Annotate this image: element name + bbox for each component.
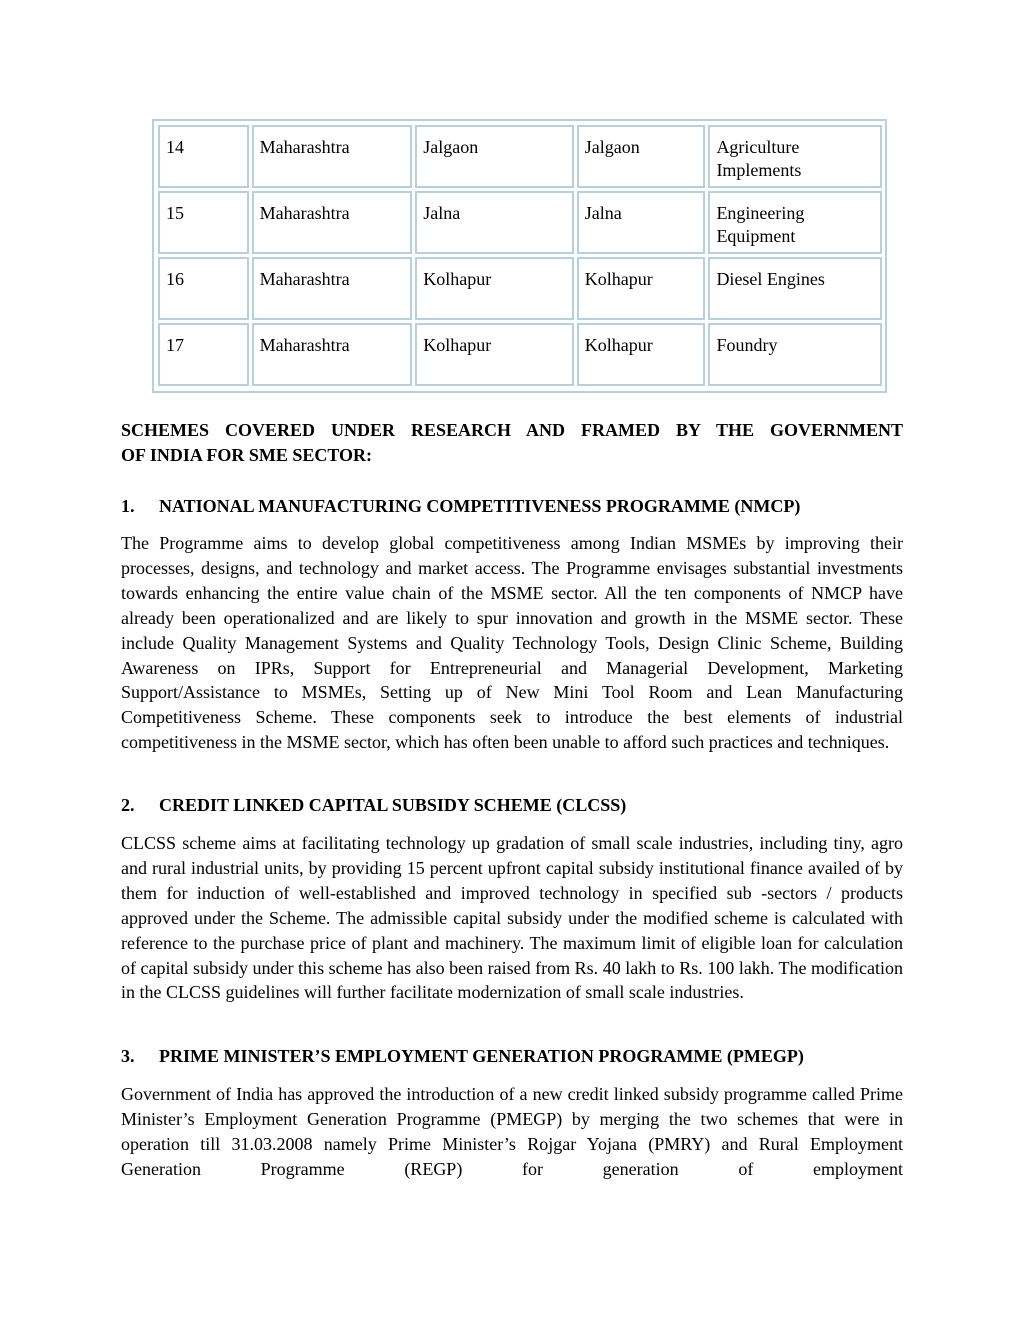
table-cell-serial: 17 [158, 323, 249, 386]
table-cell-cluster: Kolhapur [577, 257, 706, 320]
table-cell-cluster: Kolhapur [577, 323, 706, 386]
table-cell-product: Agriculture Implements [708, 125, 882, 188]
table-cell-state: Maharashtra [252, 191, 413, 254]
table-cell-state: Maharashtra [252, 323, 413, 386]
table-cell-cluster: Jalgaon [577, 125, 706, 188]
table-cell-district: Jalna [415, 191, 574, 254]
section-title: CREDIT LINKED CAPITAL SUBSIDY SCHEME (CLCSS) [159, 795, 627, 815]
table-cell-product: Diesel Engines [708, 257, 882, 320]
section-heading-pmegp [121, 1044, 903, 1069]
section-title: NATIONAL MANUFACTURING COMPETITIVENESS PROGRAMME (NMCP) [159, 496, 801, 516]
table-cell-district: Jalgaon [415, 125, 574, 188]
table-cell-serial: 15 [158, 191, 249, 254]
section-title: PRIME MINISTER’S EMPLOYMENT GENERATION PROGRAMME (PMEGP) [159, 1046, 804, 1066]
table-row [158, 191, 882, 254]
section-number: 1. [121, 496, 135, 516]
table-row [158, 125, 882, 188]
section-heading-clcss [121, 793, 903, 818]
table-cell-product: Engineering Equipment [708, 191, 882, 254]
section-number: 2. [121, 795, 135, 815]
table-cell-serial: 14 [158, 125, 249, 188]
table-row [158, 323, 882, 386]
main-heading-line-1: SCHEMES COVERED UNDER RESEARCH AND FRAMED BY THE GOVERNMENT [121, 420, 903, 440]
table-cell-serial: 16 [158, 257, 249, 320]
table-row [158, 257, 882, 320]
table-cell-district: Kolhapur [415, 323, 574, 386]
section-number: 3. [121, 1046, 135, 1066]
table-cell-cluster: Jalna [577, 191, 706, 254]
section-heading-nmcp [121, 494, 903, 519]
section-body-clcss: CLCSS scheme aims at facilitating technology up gradation of small scale industries, including tiny, agro and rural industrial units, by providing 15 percent upfront capital subsidy institutional finance availed of by them for induction of well-established and improved technology in specified sub -sectors / products approved under the Scheme. The admissible capital subsidy under the modified scheme is calculated with reference to the purchase price of plant and machinery. The maximum limit of eligible loan for calculation of capital subsidy under this scheme has also been raised from Rs. 40 lakh to Rs. 100 lakh. The modification in the CLCSS guidelines will further facilitate modernization of small scale industries. [121, 833, 903, 1003]
table-cell-district: Kolhapur [415, 257, 574, 320]
cluster-table [155, 122, 885, 389]
section-body-pmegp: Government of India has approved the introduction of a new credit linked subsidy programme called Prime Minister’s Employment Generation Programme (PMEGP) by merging the two schemes that were in operation till 31.03.2008 namely Prime Minister’s Rojgar Yojana (PMRY) and Rural Employment Generation Programme (REGP) for generation of employment [121, 1084, 903, 1179]
section-body-nmcp: The Programme aims to develop global competitiveness among Indian MSMEs by improving their processes, designs, and technology and market access. The Programme envisages substantial investments towards enhancing the entire value chain of the MSME sector. All the ten components of NMCP have already been operationalized and are likely to spur innovation and growth in the MSME sector. These include Quality Management Systems and Quality Technology Tools, Design Clinic Scheme, Building Awareness on IPRs, Support for Entrepreneurial and Managerial Development, Marketing Support/Assistance to MSMEs, Setting up of New Mini Tool Room and Lean Manufacturing Competitiveness Scheme. These components seek to introduce the best elements of industrial competitiveness in the MSME sector, which has often been unable to afford such practices and techniques. [121, 533, 903, 753]
main-heading-line-2: OF INDIA FOR SME SECTOR: [121, 445, 373, 465]
cluster-table-frame [152, 119, 887, 393]
table-cell-product: Foundry [708, 323, 882, 386]
table-cell-state: Maharashtra [252, 125, 413, 188]
table-cell-state: Maharashtra [252, 257, 413, 320]
main-heading [121, 418, 903, 468]
